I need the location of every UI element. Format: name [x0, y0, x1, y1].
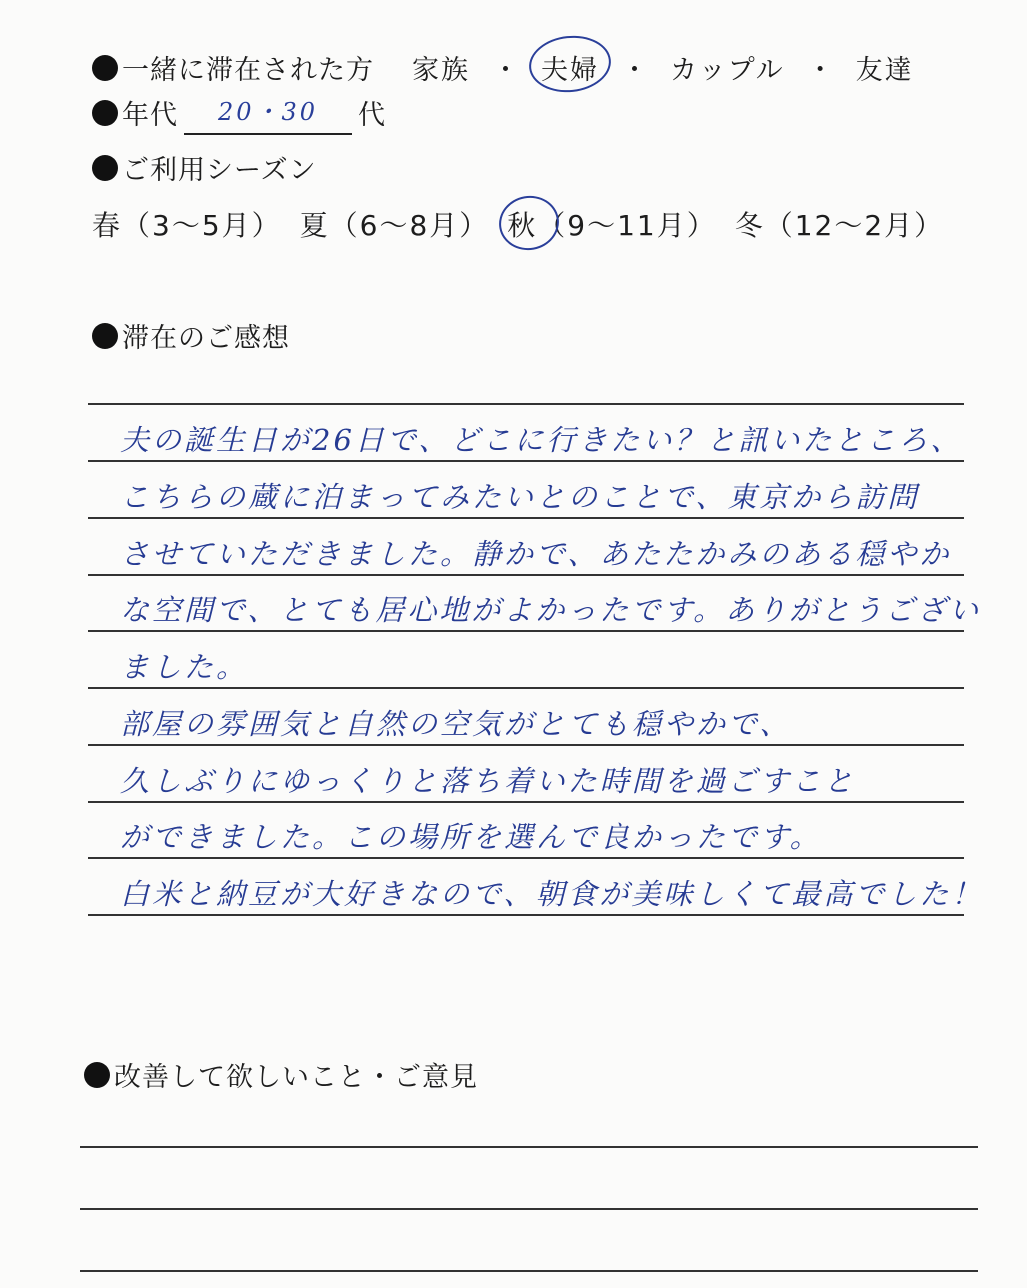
comment-line: こちらの蔵に泊まってみたいとのことで、東京から訪問: [120, 480, 920, 514]
companion-label: 一緒に滞在された方: [122, 55, 374, 86]
ruled-line: [88, 914, 964, 916]
companion-row: [92, 48, 914, 87]
season-option-summer: 夏（6〜8月）: [299, 209, 490, 242]
comment-line: 白米と納豆が大好きなので、朝食が美味しくて最高でした！: [120, 877, 984, 911]
ruled-line: [80, 1146, 978, 1148]
ruled-line: [88, 630, 964, 632]
ruled-line: [80, 1208, 978, 1210]
season-options: [92, 204, 962, 244]
companion-option-pair: カップル: [670, 55, 785, 86]
ruled-line: [88, 744, 964, 746]
season-label-row: [92, 148, 317, 187]
separator: ・: [621, 55, 648, 86]
companion-option-family: 家族: [412, 55, 470, 86]
bullet-icon: [92, 55, 118, 81]
companion-option-couple-selected: [541, 48, 599, 87]
ruled-line: [88, 517, 964, 519]
companion-option-couple: 夫婦: [541, 55, 599, 86]
ruled-line: [88, 687, 964, 689]
ruled-line: [88, 574, 964, 576]
comment-line: ができました。この場所を選んで良かったです。: [120, 820, 822, 854]
bullet-icon: [92, 323, 118, 349]
impressions-label: 滞在のご感想: [122, 323, 290, 354]
improvements-label: 改善して欲しいこと・ご意見: [114, 1062, 478, 1093]
ruled-line: [88, 857, 964, 859]
separator: ・: [806, 55, 834, 86]
comment-line: 部屋の雰囲気と自然の空気がとても穏やかで、: [120, 707, 792, 741]
companion-option-friends: 友達: [855, 55, 914, 86]
comment-line: ました。: [120, 650, 249, 684]
season-option-autumn: 秋（9〜11月）: [507, 209, 717, 242]
comment-line: 久しぶりにゆっくりと落ち着いた時間を過ごすこと: [120, 764, 856, 798]
comment-line: な空間で、とても居心地がよかったです。ありがとうござい: [120, 593, 982, 627]
bullet-icon: [92, 155, 118, 181]
comment-line: させていただきました。静かで、あたたかみのある穏やか: [120, 537, 952, 571]
impressions-label-row: [92, 316, 290, 355]
bullet-icon: [92, 100, 118, 126]
improvements-label-row: [84, 1055, 478, 1094]
ruled-line: [88, 801, 964, 803]
season-option-spring: 春（3〜5月）: [92, 209, 282, 242]
separator: ・: [492, 55, 519, 86]
ruled-line: [80, 1270, 978, 1272]
age-suffix: 代: [358, 100, 386, 131]
age-row: [92, 93, 386, 132]
season-option-autumn-selected: [507, 204, 716, 244]
age-value: 20・30: [217, 98, 319, 126]
comment-line: 夫の誕生日が26日で、どこに行きたい？と訊いたところ、: [120, 423, 963, 457]
ruled-line: [88, 460, 964, 462]
age-label: 年代: [122, 100, 178, 131]
age-field: [184, 98, 352, 135]
season-option-winter: 冬（12〜2月）: [734, 209, 945, 242]
bullet-icon: [84, 1062, 110, 1088]
season-label: ご利用シーズン: [122, 155, 317, 186]
ruled-line: [88, 403, 964, 405]
